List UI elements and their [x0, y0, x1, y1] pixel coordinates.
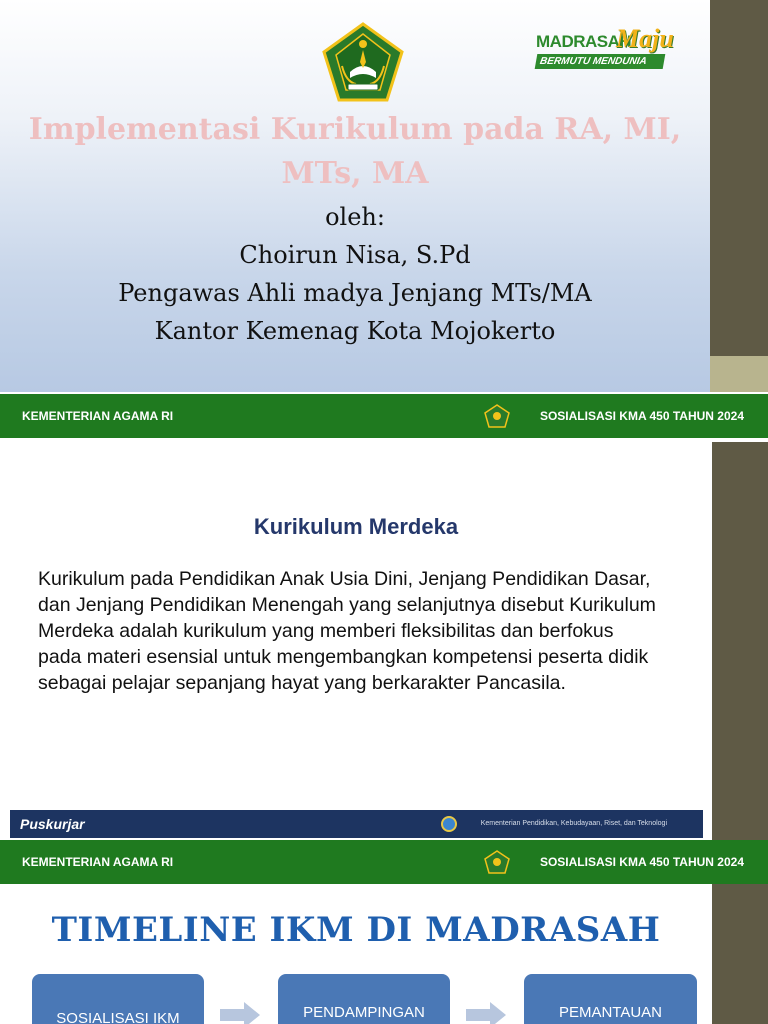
- side-bar-middle: [710, 442, 768, 840]
- footer-event: SOSIALISASI KMA 450 TAHUN 2024: [539, 855, 744, 869]
- side-bar-bottom: [710, 884, 768, 1024]
- timeline-step-label: SOSIALISASI IKM: [56, 1010, 180, 1024]
- slide-kurikulum-merdeka: [0, 442, 712, 840]
- arrow-right-icon: [466, 1002, 506, 1024]
- kemenag-emblem-icon: [322, 22, 404, 102]
- kemenag-emblem-icon: [484, 850, 510, 874]
- brand-madrasah-text: MADRASAH: [536, 32, 632, 51]
- timeline-title: TIMELINE IKM DI MADRASAH: [51, 910, 661, 950]
- footer-event: SOSIALISASI KMA 450 TAHUN 2024: [539, 409, 744, 423]
- puskurjar-logo: Puskurjar: [20, 816, 85, 832]
- brand-maju-text: Maju: [616, 24, 674, 53]
- kemenag-emblem-icon: [484, 404, 510, 428]
- side-bar-top: [710, 0, 768, 356]
- presentation-title: Implementasi Kurikulum pada RA, MI, MTs, MA: [28, 112, 682, 191]
- ministry-caption: Kementerian Pendidikan, Kebudayaan, Riset, dan Teknologi: [480, 820, 667, 827]
- definition-paragraph: Kurikulum pada Pendidikan Anak Usia Dini, Jenjang Pendidikan Dasar, dan Jenjang Pendidikan Menengah yang selanjutnya disebut Kurikulum Merdeka adalah kurikulum yang memberi fleksibilitas dan berfokus pada materi esensial untuk mengembangkan kompetensi peserta didik sebagai pelajar sepanjang hayat yang berkarakter Pancasila.: [38, 568, 656, 694]
- presenter-line-office: Kantor Kemenag Kota Mojokerto: [154, 317, 556, 345]
- timeline-step-label: PEMANTAUAN: [558, 1004, 663, 1021]
- side-accent-top: [710, 356, 768, 392]
- slide-title: [0, 0, 710, 392]
- slide-timeline: [0, 884, 712, 1024]
- timeline-step-sosialisasi: [32, 974, 204, 1024]
- presenter-line-role: Pengawas Ahli madya Jenjang MTs/MA: [118, 279, 592, 307]
- timeline-step-pendampingan: [278, 974, 450, 1024]
- madrasah-maju-logo: [536, 26, 676, 76]
- footer-bar-2: [0, 840, 768, 884]
- puskurjar-bar: [10, 810, 703, 838]
- timeline-step-label: PENDAMPINGAN: [303, 1004, 425, 1021]
- presenter-line-name: Choirun Nisa, S.Pd: [239, 241, 471, 269]
- brand-tagline: BERMUTU MENDUNIA: [535, 54, 666, 69]
- footer-ministry: KEMENTERIAN AGAMA RI: [22, 855, 174, 869]
- arrow-right-icon: [220, 1002, 260, 1024]
- footer-bar-1: [0, 394, 768, 438]
- tut-wuri-handayani-icon: [441, 816, 457, 832]
- presenter-info: [20, 198, 690, 350]
- timeline-step-pemantauan: [524, 974, 697, 1024]
- footer-ministry: KEMENTERIAN AGAMA RI: [22, 409, 174, 423]
- slide-heading: Kurikulum Merdeka: [253, 514, 459, 539]
- presenter-line-by: oleh:: [325, 203, 385, 231]
